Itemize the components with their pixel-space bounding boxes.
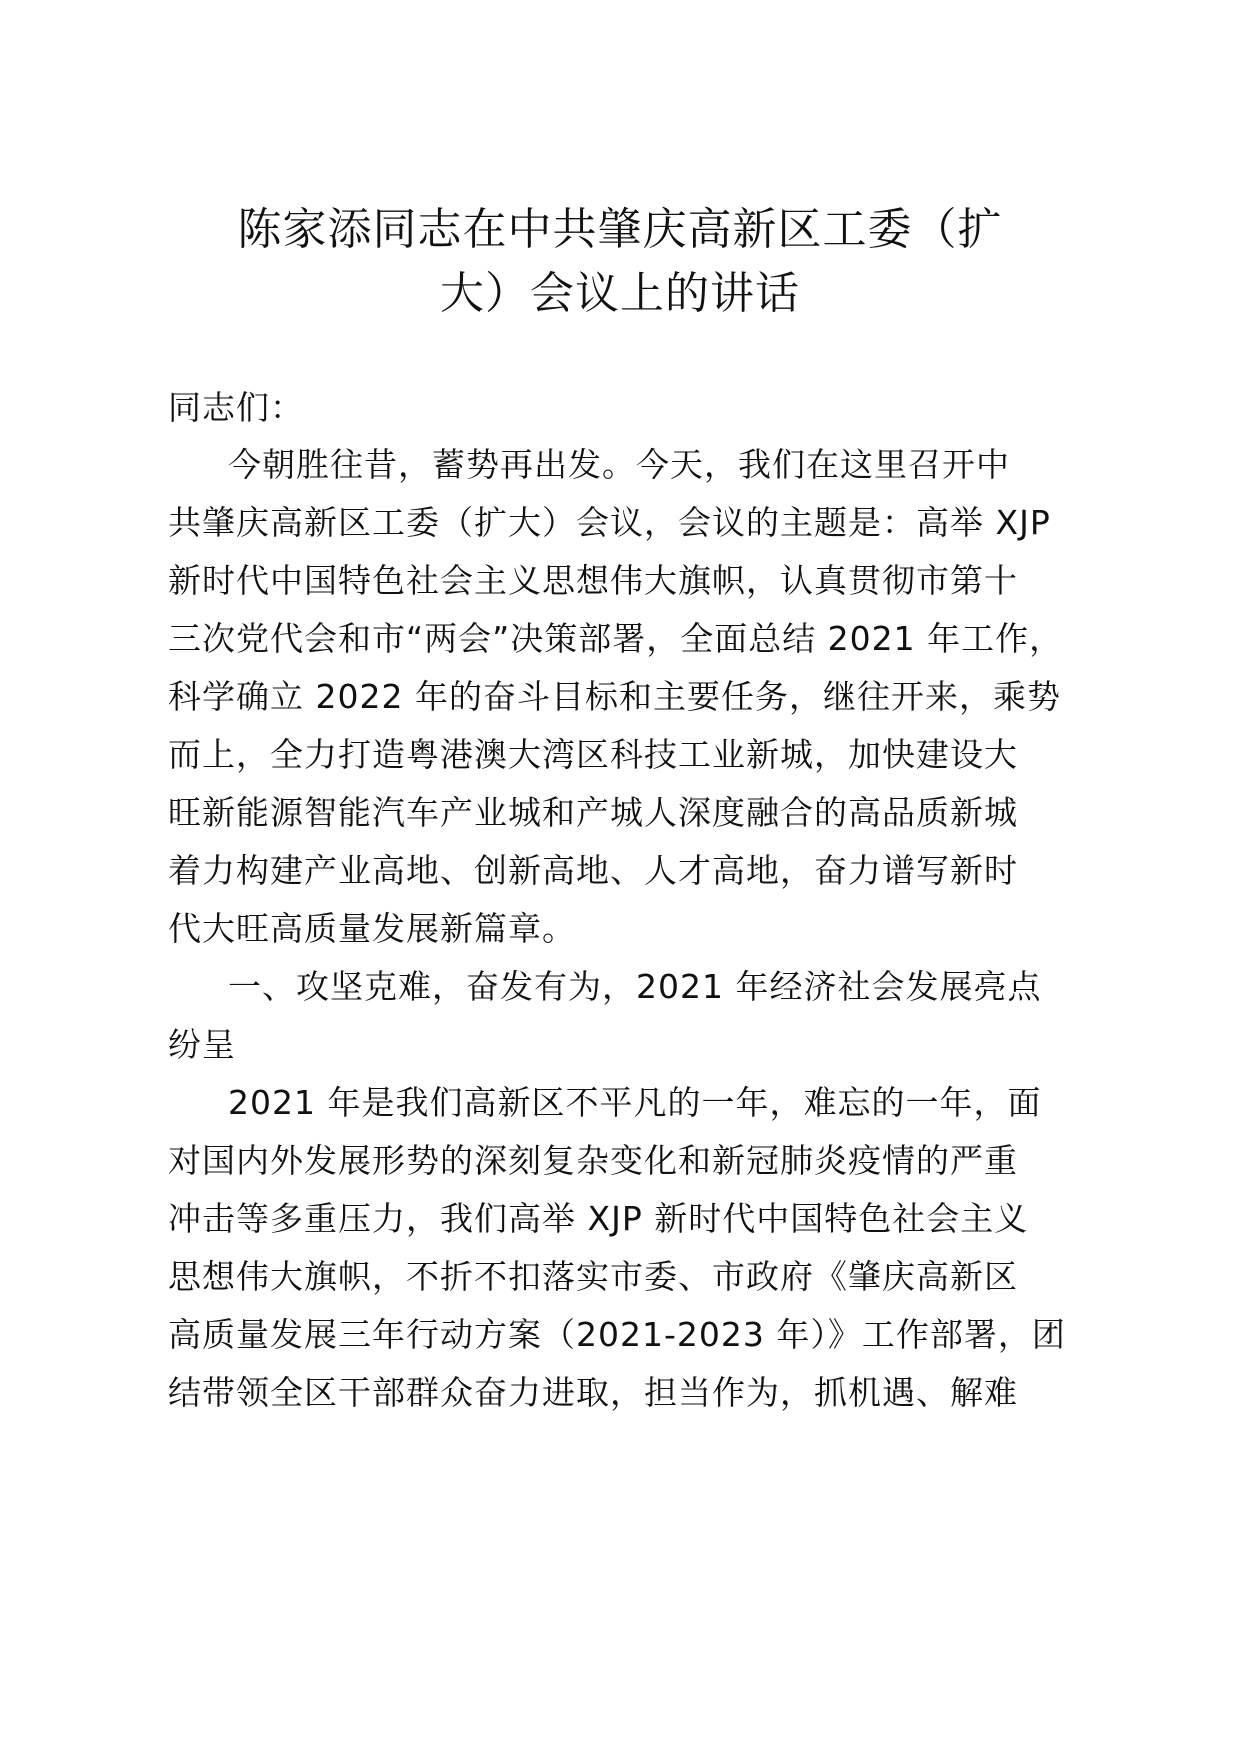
- section-heading-1-line: 一、攻坚克难，奋发有为，2021 年经济社会发展亮点: [228, 967, 1042, 1006]
- paragraph-1-line: 而上，全力打造粤港澳大湾区科技工业新城，加快建设大: [168, 735, 1018, 774]
- paragraph-1-line: 着力构建产业高地、创新高地、人才高地，奋力谱写新时: [168, 851, 1018, 890]
- paragraph-2-line: 2021 年是我们高新区不平凡的一年，难忘的一年，面: [228, 1083, 1042, 1122]
- document-title-line-1: 陈家添同志在中共肇庆高新区工委（扩: [237, 204, 1003, 255]
- section-heading-1-line: 纷呈: [168, 1025, 236, 1064]
- paragraph-1-line: 新时代中国特色社会主义思想伟大旗帜，认真贯彻市第十: [168, 561, 1018, 600]
- paragraph-2-line: 冲击等多重压力，我们高举 XJP 新时代中国特色社会主义: [168, 1199, 1029, 1238]
- paragraph-1-line: 三次党代会和市“两会”决策部署，全面总结 2021 年工作，: [168, 619, 1064, 658]
- paragraph-2-line: 思想伟大旗帜，不折不扣落实市委、市政府《肇庆高新区: [168, 1257, 1018, 1296]
- salutation: 同志们：: [168, 388, 304, 427]
- paragraph-1-line: 旺新能源智能汽车产业城和产城人深度融合的高品质新城: [168, 793, 1018, 832]
- paragraph-1-line: 代大旺高质量发展新篇章。: [168, 909, 576, 948]
- paragraph-1-line: 科学确立 2022 年的奋斗目标和主要任务，继往开来，乘势: [168, 677, 1061, 716]
- paragraph-2-line: 高质量发展三年行动方案（2021-2023 年）》工作部署，团: [168, 1315, 1066, 1354]
- paragraph-1-line: 共肇庆高新区工委（扩大）会议，会议的主题是：高举 XJP: [168, 503, 1051, 542]
- paragraph-2-line: 对国内外发展形势的深刻复杂变化和新冠肺炎疫情的严重: [168, 1141, 1018, 1180]
- paragraph-1-line: 今朝胜往昔，蓄势再出发。今天，我们在这里召开中: [228, 445, 1010, 484]
- paragraph-2-line: 结带领全区干部群众奋力进取，担当作为，抓机遇、解难: [168, 1373, 1018, 1412]
- document-title-line-2: 大）会议上的讲话: [440, 268, 800, 319]
